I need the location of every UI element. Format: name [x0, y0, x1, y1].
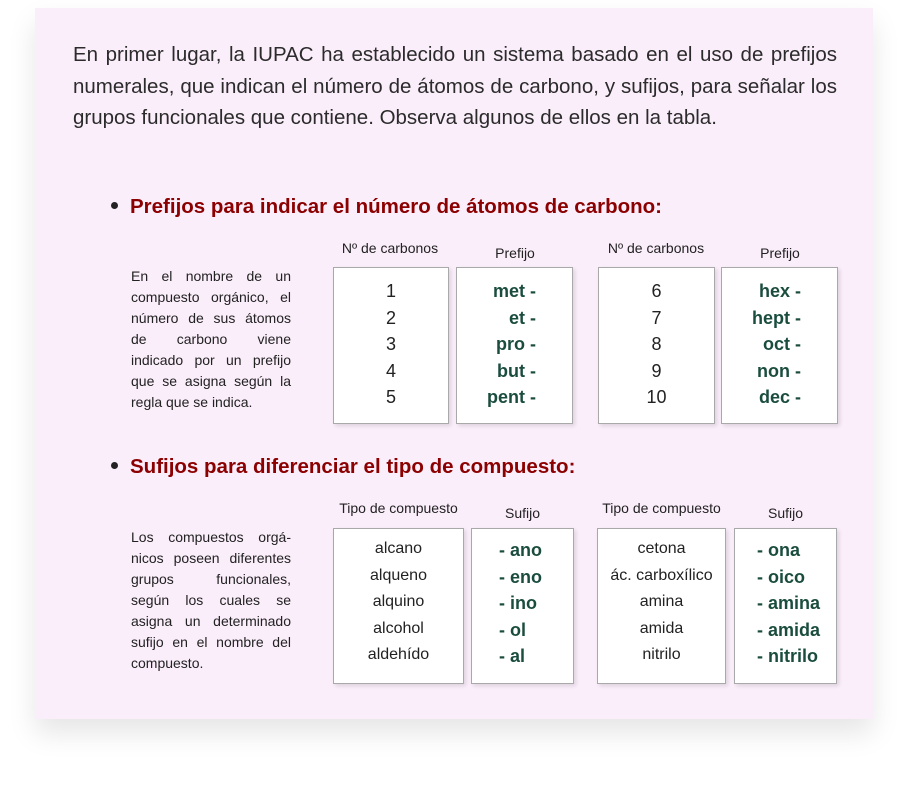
carbon-count-box-2: [598, 267, 715, 424]
compound-type-box-2: [597, 528, 726, 684]
col-header-compound-type-2: Tipo de compuesto: [602, 500, 721, 516]
prefixes-heading: [111, 195, 662, 219]
carbon-count: 3: [385, 334, 396, 354]
compound-suffix: - ano: [499, 540, 542, 560]
compound-type: nitrilo: [642, 646, 681, 663]
compound-suffix: - oico: [757, 566, 805, 587]
compound-type: amida: [639, 619, 684, 637]
carbon-count: 6: [651, 281, 662, 301]
prefixes-heading-text: Prefijos para indicar el número de átomos de carbono:: [130, 195, 662, 218]
compound-suffix: - ona: [757, 540, 800, 560]
col-header-prefix-2: Prefijo: [760, 245, 800, 261]
col-header-prefix: Prefijo: [495, 245, 535, 261]
compound-suffix: - ol: [499, 619, 526, 640]
compound-suffix: - nitrilo: [757, 646, 818, 666]
bullet-icon: [111, 462, 118, 469]
compound-type: alcano: [374, 540, 423, 557]
carbon-prefix: dec -: [758, 387, 801, 407]
carbon-count: 9: [651, 360, 662, 381]
carbon-count: 1: [385, 281, 396, 301]
carbon-count: 2: [385, 307, 396, 328]
carbon-count-box-1: [333, 267, 449, 424]
carbon-prefix: et -: [509, 307, 536, 328]
suffixes-heading-text: Sufijos para diferenciar el tipo de compuesto:: [130, 455, 576, 478]
compound-type: alquino: [372, 593, 425, 610]
suffix-box-2: [734, 528, 837, 684]
suffixes-note: Los compuestos orgá-nicos poseen diferentes grupos funcionales, según los cuales se asigna un determinado sufijo en el nombre del compuesto.: [131, 529, 291, 671]
carbon-prefix: hex -: [758, 281, 801, 301]
compound-type: amina: [639, 593, 684, 610]
compound-type: aldehído: [367, 646, 430, 663]
compound-suffix: - amida: [757, 619, 821, 640]
col-header-carbon-count-2: Nº de carbonos: [607, 240, 705, 256]
carbon-prefix: met -: [492, 281, 536, 301]
prefix-box-1: [456, 267, 573, 424]
prefixes-note: En el nombre de un compuesto orgánico, el número de sus átomos de carbono viene indicado por un prefijo que se asigna según la regla que se indica.: [131, 268, 291, 410]
compound-type: ác. carboxílico: [610, 566, 713, 584]
carbon-prefix: but -: [497, 360, 536, 381]
carbon-count: 4: [385, 360, 396, 381]
carbon-prefix: oct -: [763, 334, 801, 354]
col-header-compound-type: Tipo de compuesto: [339, 500, 458, 516]
col-header-carbon-count: Nº de carbonos: [341, 240, 439, 256]
suffix-box-1: [471, 528, 574, 684]
suffixes-heading: [111, 455, 575, 479]
col-header-suffix-2: Sufijo: [767, 505, 804, 521]
compound-type-box-1: [333, 528, 464, 684]
compound-suffix: - amina: [757, 593, 821, 613]
carbon-count: 5: [385, 387, 396, 407]
compound-suffix: - ino: [499, 593, 537, 613]
compound-suffix: - al: [499, 646, 526, 666]
carbon-count: 7: [651, 307, 662, 328]
compound-type: alqueno: [370, 566, 427, 584]
prefix-box-2: [721, 267, 838, 424]
compound-type: cetona: [637, 540, 686, 557]
carbon-prefix: pro -: [496, 334, 536, 354]
col-header-suffix: Sufijo: [504, 505, 541, 521]
carbon-count: 10: [646, 387, 667, 407]
intro-paragraph: En primer lugar, la IUPAC ha establecido un sistema basado en el uso de prefijos numerales, que indican el número de átomos de carbono, y sufijos, para señalar los grupos funcionales que contiene. Observa algunos de ellos en la tabla.: [73, 43, 837, 129]
compound-suffix: - eno: [499, 566, 542, 587]
carbon-prefix: non -: [757, 360, 801, 381]
compound-type: alcohol: [373, 619, 424, 637]
carbon-prefix: pent -: [487, 387, 536, 407]
carbon-prefix: hept -: [752, 307, 801, 328]
carbon-count: 8: [651, 334, 662, 354]
bullet-icon: [111, 202, 118, 209]
